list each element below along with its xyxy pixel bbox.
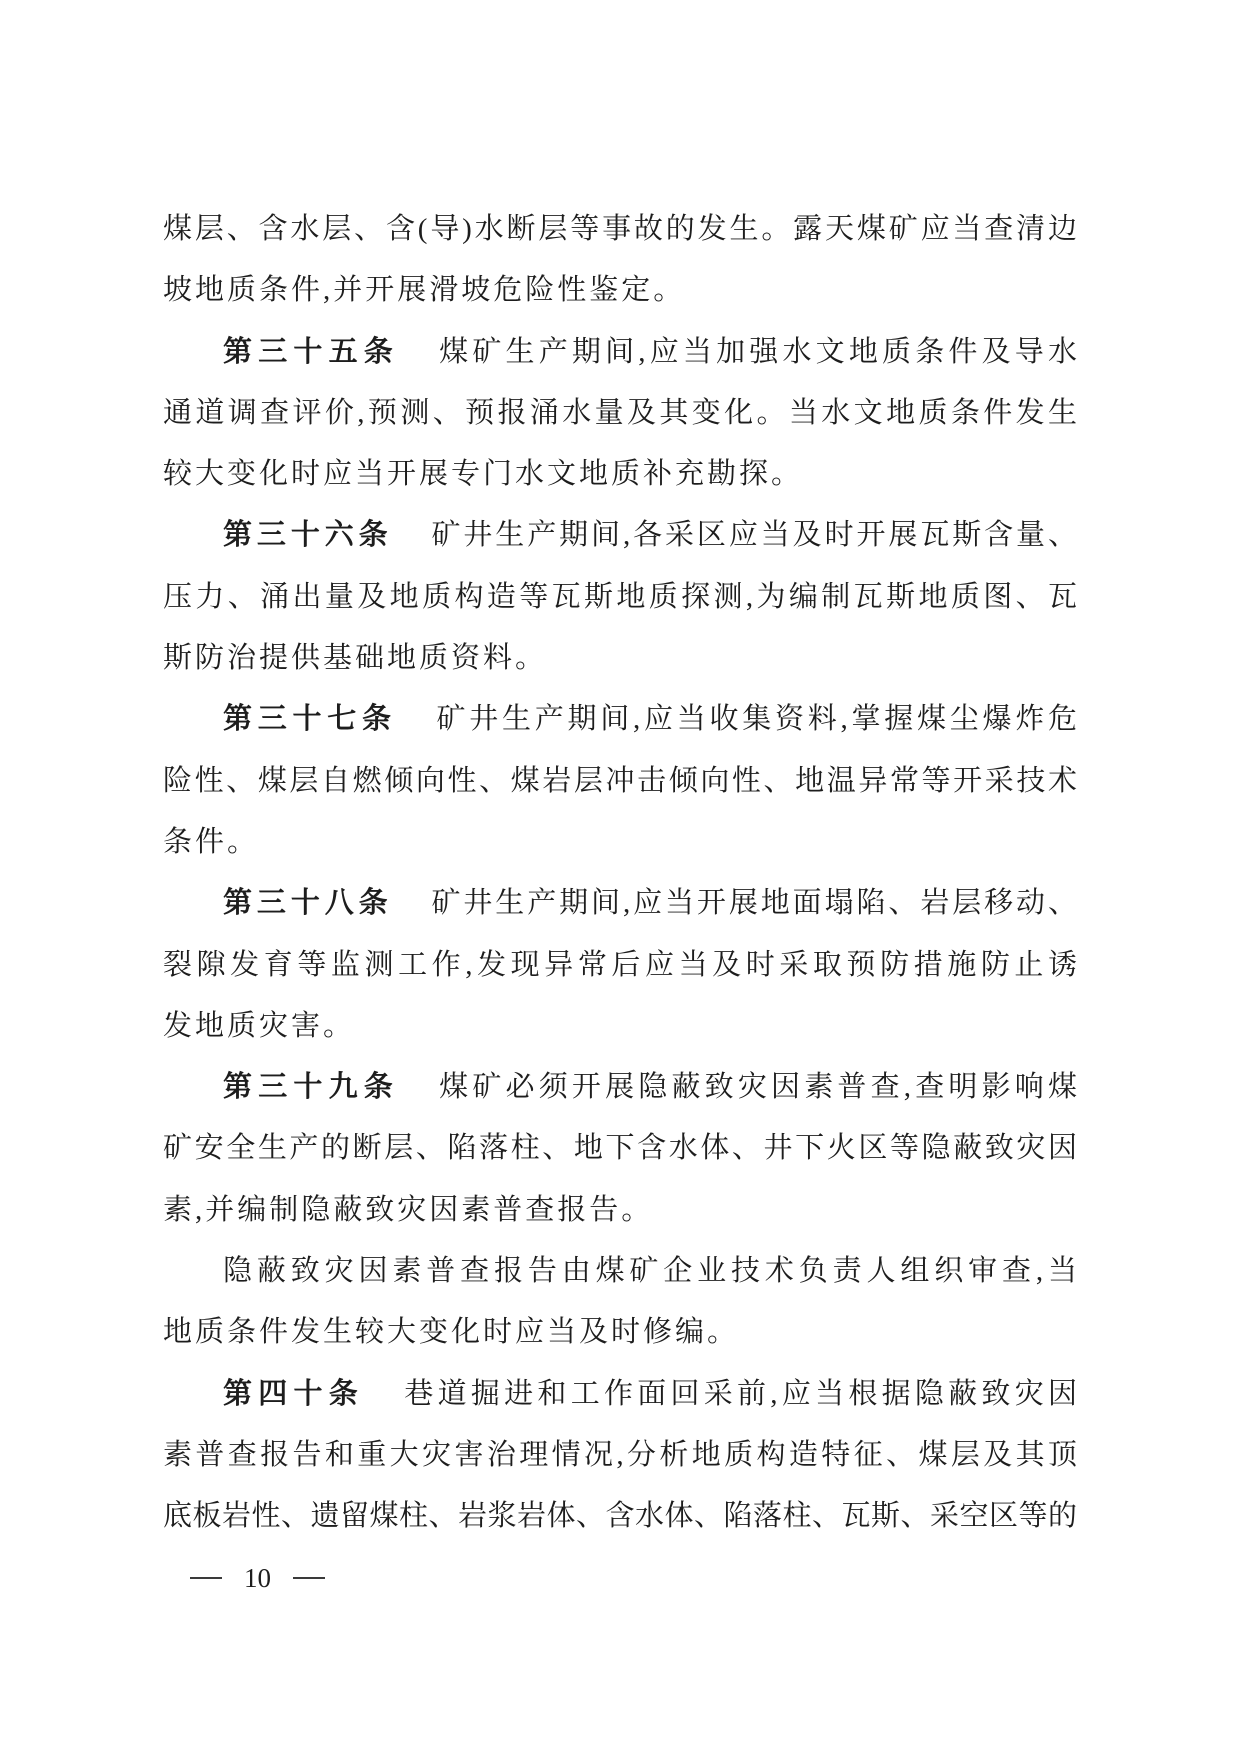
page-number: 10 <box>244 1563 271 1593</box>
text-line <box>163 322 1077 383</box>
article-number: 第三十五条 <box>223 335 399 368</box>
line-text: 斯防治提供基础地质资料。 <box>163 642 548 675</box>
text-line <box>163 628 1077 689</box>
line-text: 煤矿必须开展隐蔽致灾因素普查,查明影响煤 <box>434 1071 1077 1104</box>
text-line <box>163 199 1077 260</box>
text-line <box>163 260 1077 321</box>
head-gap <box>397 727 433 728</box>
line-text: 发地质灾害。 <box>163 1009 356 1042</box>
text-line <box>163 567 1077 628</box>
line-text: 巷道掘进和工作面回采前,应当根据隐蔽致灾因 <box>400 1377 1077 1410</box>
text-line <box>163 1486 1077 1547</box>
line-text: 矿井生产期间,各采区应当及时开展瓦斯含量、 <box>428 519 1077 552</box>
text-line <box>163 1302 1077 1363</box>
text-line <box>163 935 1077 996</box>
article-number: 第四十条 <box>223 1377 365 1410</box>
line-text: 素普查报告和重大灾害治理情况,分析地质构造特征、煤层及其顶 <box>163 1438 1077 1471</box>
text-line <box>163 1118 1077 1179</box>
page-number-dash-left <box>190 1577 222 1579</box>
line-text: 矿井生产期间,应当收集资料,掌握煤尘爆炸危 <box>432 703 1077 736</box>
text-line <box>163 383 1077 444</box>
text-line <box>163 1057 1077 1118</box>
line-text: 矿安全生产的断层、陷落柱、地下含水体、井下火区等隐蔽致灾因 <box>163 1132 1077 1165</box>
text-line <box>163 1425 1077 1486</box>
text-line <box>163 812 1077 873</box>
article-number: 第三十六条 <box>223 519 393 552</box>
line-text: 条件。 <box>163 825 260 858</box>
text-line <box>163 1241 1077 1302</box>
page-footer <box>190 1562 325 1594</box>
text-line <box>163 996 1077 1057</box>
line-text: 压力、涌出量及地质构造等瓦斯地质探测,为编制瓦斯地质图、瓦 <box>163 580 1077 613</box>
text-line <box>163 751 1077 812</box>
article-number: 第三十八条 <box>223 887 393 920</box>
head-gap <box>399 1095 435 1096</box>
line-text: 煤矿生产期间,应当加强水文地质条件及导水 <box>434 335 1077 368</box>
line-text: 通道调查评价,预测、预报涌水量及其变化。当水文地质条件发生 <box>163 396 1077 429</box>
page-number-dash-right <box>293 1577 325 1579</box>
text-line <box>163 873 1077 934</box>
text-line <box>163 1364 1077 1425</box>
line-text: 煤层、含水层、含(导)水断层等事故的发生。露天煤矿应当查清边 <box>163 213 1077 245</box>
line-text: 较大变化时应当开展专门水文地质补充勘探。 <box>163 458 804 491</box>
head-gap <box>393 543 429 544</box>
line-text: 隐蔽致灾因素普查报告由煤矿企业技术负责人组织审查,当 <box>223 1255 1077 1288</box>
document-body <box>163 199 1077 1548</box>
line-text: 底板岩性、遗留煤柱、岩浆岩体、含水体、陷落柱、瓦斯、采空区等的 <box>163 1500 1077 1533</box>
text-line <box>163 1180 1077 1241</box>
text-line <box>163 689 1077 750</box>
line-text: 险性、煤层自燃倾向性、煤岩层冲击倾向性、地温异常等开采技术 <box>163 764 1077 797</box>
head-gap <box>399 360 435 361</box>
line-text: 坡地质条件,并开展滑坡危险性鉴定。 <box>163 274 686 307</box>
text-line <box>163 444 1077 505</box>
text-line <box>163 505 1077 566</box>
line-text: 矿井生产期间,应当开展地面塌陷、岩层移动、 <box>428 887 1077 920</box>
line-text: 裂隙发育等监测工作,发现异常后应当及时采取预防措施防止诱 <box>163 948 1077 981</box>
head-gap <box>393 911 429 912</box>
article-number: 第三十九条 <box>223 1071 399 1104</box>
article-number: 第三十七条 <box>223 703 397 736</box>
line-text: 地质条件发生较大变化时应当及时修编。 <box>163 1316 740 1349</box>
line-text: 素,并编制隐蔽致灾因素普查报告。 <box>163 1193 654 1226</box>
head-gap <box>364 1402 400 1403</box>
